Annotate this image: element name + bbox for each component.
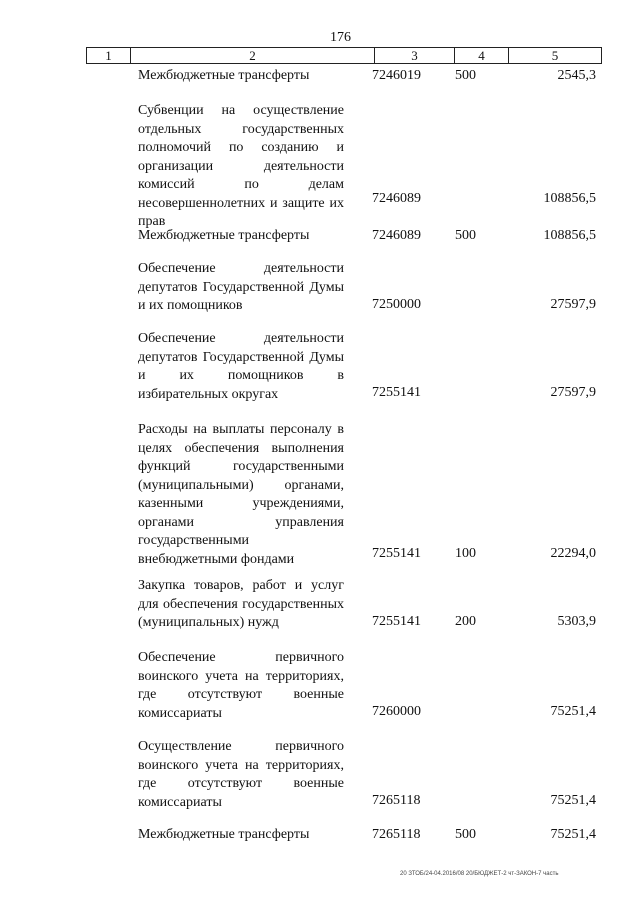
- row-code: 7260000: [372, 704, 421, 719]
- column-header-4: 4: [455, 48, 509, 63]
- row-type: 200: [455, 614, 476, 629]
- row-type: 100: [455, 546, 476, 561]
- row-amount: 2545,3: [557, 68, 596, 83]
- column-header-3: 3: [375, 48, 455, 63]
- row-description: Субвенции на осуществление отдельных государственных полномочий по созданию и организации деятельности комиссий по делам несовершеннолетних и защите их прав: [138, 103, 344, 229]
- row-code: 7246019: [372, 68, 421, 83]
- row-amount: 27597,9: [550, 385, 596, 400]
- row-description: Обеспечение деятельности депутатов Государственной Думы и их помощников: [138, 261, 344, 313]
- row-type: 500: [455, 228, 476, 243]
- row-description: Обеспечение первичного воинского учета на территориях, где отсутствуют военные комиссариаты: [138, 650, 344, 721]
- row-description: Осуществление первичного воинского учета на территориях, где отсутствуют военные комиссариаты: [138, 739, 344, 810]
- footer-stamp: 20 ЗТОБ/24-04.2016/08 20/БЮДЖЕТ-2 чт-ЗАКОН-7 часть: [400, 871, 559, 877]
- row-amount: 22294,0: [550, 546, 596, 561]
- row-code: 7246089: [372, 228, 421, 243]
- row-amount: 75251,4: [550, 704, 596, 719]
- row-code: 7255141: [372, 614, 421, 629]
- row-amount: 27597,9: [550, 297, 596, 312]
- row-code: 7265118: [372, 793, 421, 808]
- row-description: Закупка товаров, работ и услуг для обеспечения государственных (муниципальных) нужд: [138, 578, 344, 630]
- row-amount: 75251,4: [550, 793, 596, 808]
- row-description: Межбюджетные трансферты: [138, 827, 310, 842]
- page-number: 176: [330, 30, 351, 45]
- column-header-5: 5: [551, 48, 559, 63]
- row-code: 7255141: [372, 385, 421, 400]
- row-amount: 5303,9: [557, 614, 596, 629]
- row-code: 7250000: [372, 297, 421, 312]
- row-code: 7265118: [372, 827, 421, 842]
- row-amount: 108856,5: [543, 228, 596, 243]
- row-type: 500: [455, 68, 476, 83]
- row-description: Расходы на выплаты персоналу в целях обеспечения выполнения функций государственными (муниципальными) органами, казенными учреждениями, органами управления государственными внебюджетными фондами: [138, 422, 344, 567]
- row-amount: 108856,5: [543, 191, 596, 206]
- row-description: Межбюджетные трансферты: [138, 228, 310, 243]
- row-type: 500: [455, 827, 476, 842]
- row-description: Обеспечение деятельности депутатов Государственной Думы и их помощников в избирательных округах: [138, 331, 344, 402]
- row-code: 7255141: [372, 546, 421, 561]
- row-description: Межбюджетные трансферты: [138, 68, 310, 83]
- column-header-2: 2: [131, 48, 375, 63]
- row-amount: 75251,4: [550, 827, 596, 842]
- row-code: 7246089: [372, 191, 421, 206]
- column-header-1: 1: [87, 48, 131, 63]
- column-header-row: [86, 47, 602, 64]
